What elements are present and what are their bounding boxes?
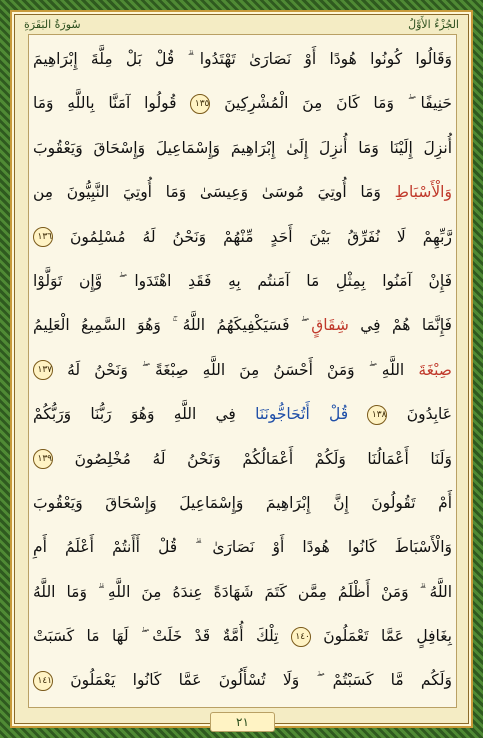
text-line [29,614,456,658]
ayah-marker: ١٤١ [33,671,53,691]
text-line [29,481,456,525]
surah-label: سُورَةُ البَقَرَةِ [24,17,81,31]
verse-text: قُولُوا آمَنَّا بِاللَّهِ وَمَا [33,94,177,113]
text-line [29,81,456,125]
verse-text: اللَّهُ ۗ وَمَنْ أَظْلَمُ مِمَّن كَتَمَ شَهَادَةً عِندَهُ مِنَ اللَّهِ ۗ وَمَا اللَّهُ [33,582,452,601]
tajweed-word: صِبْغَةَ [418,360,452,379]
verse-text: حَنِيفًا ۖ وَمَا كَانَ مِنَ الْمُشْرِكِينَ [224,94,452,113]
text-line [29,303,456,347]
text-line [29,658,456,702]
ayah-marker: ١٣٥ [190,94,210,114]
verse-text: وَمَا أُوتِيَ مُوسَىٰ وَعِيسَىٰ وَمَا أُوتِيَ النَّبِيُّونَ مِن [33,183,381,202]
verse-text: أُنزِلَ إِلَيْنَا وَمَا أُنزِلَ إِلَىٰ إِبْرَاهِيمَ وَإِسْمَاعِيلَ وَإِسْحَاقَ وَيَعْقُوبَ [33,138,452,157]
ayah-marker: ١٣٦ [33,227,53,247]
juz-label: الجُزْءُ الأَوَّلُ [408,17,459,31]
ayah-marker: ١٤٠ [291,627,311,647]
verse-text: فَإِنَّمَا هُمْ فِي [360,316,452,335]
page-number: ٢١ [210,712,275,732]
text-line [29,348,456,392]
tajweed-word: قُلْ أَتُحَاجُّونَنَا [255,405,349,424]
text-line [29,215,456,259]
text-lines [29,37,456,703]
text-line [29,37,456,81]
text-line [29,170,456,214]
text-line [29,392,456,436]
ayah-marker: ١٣٩ [33,449,53,469]
verse-text: ۖ فَسَيَكْفِيكَهُمُ اللَّهُ ۚ وَهُوَ السَّمِيعُ الْعَلِيمُ [33,316,301,335]
tajweed-word: شِقَاقٍ [311,316,349,335]
text-line [29,437,456,481]
quran-text-panel [28,34,457,708]
ayah-marker: ١٣٧ [33,360,53,380]
text-line [29,126,456,170]
ayah-marker: ١٣٨ [367,405,387,425]
verse-text: وَقَالُوا كُونُوا هُودًا أَوْ نَصَارَىٰ تَهْتَدُوا ۗ قُلْ بَلْ مِلَّةَ إِبْرَاهِيمَ [33,50,452,68]
verse-text: وَلَكُم مَّا كَسَبْتُمْ ۖ وَلَا تُسْأَلُونَ عَمَّا كَانُوا يَعْمَلُونَ [70,671,452,690]
text-line [29,259,456,303]
verse-text: وَلَنَا أَعْمَالُنَا وَلَكُمْ أَعْمَالُكُمْ وَنَحْنُ لَهُ مُخْلِصُونَ [74,449,452,468]
text-line [29,525,456,569]
verse-text: فِي اللَّهِ وَهُوَ رَبُّنَا وَرَبُّكُمْ [33,405,236,424]
verse-text: بِغَافِلٍ عَمَّا تَعْمَلُونَ [323,627,452,646]
verse-text: أَمْ تَقُولُونَ إِنَّ إِبْرَاهِيمَ وَإِسْمَاعِيلَ وَإِسْحَاقَ وَيَعْقُوبَ [33,493,452,512]
page-header [14,14,469,34]
verse-text: وَالْأَسْبَاطَ كَانُوا هُودًا أَوْ نَصَارَىٰ ۗ قُلْ أَأَنتُمْ أَعْلَمُ أَمِ [33,538,452,557]
verse-text: تِلْكَ أُمَّةٌ قَدْ خَلَتْ ۖ لَهَا مَا كَسَبَتْ [33,627,279,646]
verse-text: فَإِنْ آمَنُوا بِمِثْلِ مَا آمَنتُم بِهِ فَقَدِ اهْتَدَوا ۖ وَّإِن تَوَلَّوْا [33,271,452,290]
text-line [29,570,456,614]
verse-text: اللَّهِ ۖ وَمَنْ أَحْسَنُ مِنَ اللَّهِ صِبْغَةً ۖ وَنَحْنُ لَهُ [67,360,405,379]
verse-text: رَّبِّهِمْ لَا نُفَرِّقُ بَيْنَ أَحَدٍ مِّنْهُمْ وَنَحْنُ لَهُ مُسْلِمُونَ [69,227,452,246]
tajweed-word: وَالْأَسْبَاطِ [394,183,452,202]
verse-text: عَابِدُونَ [406,405,452,424]
